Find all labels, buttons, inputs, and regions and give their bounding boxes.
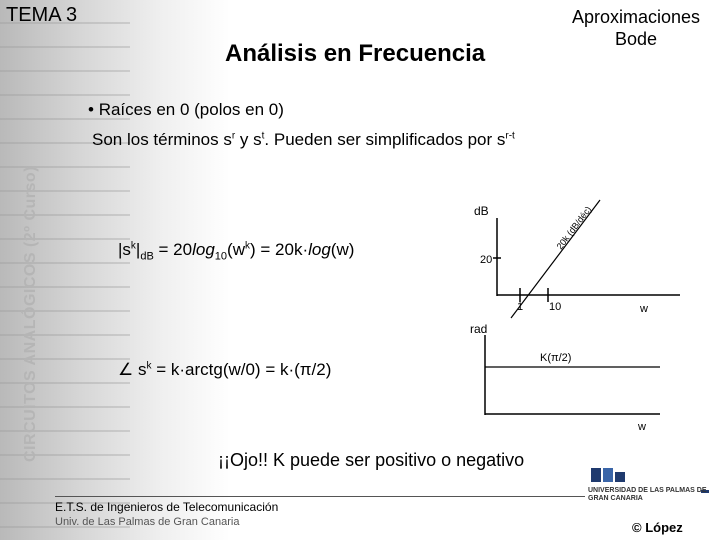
tema-label: TEMA 3 xyxy=(6,4,78,26)
logo-block-3 xyxy=(615,472,625,482)
line2-sup-rt: r-t xyxy=(505,130,515,142)
author-label: © López xyxy=(632,520,683,535)
pf-s: s xyxy=(133,360,147,379)
phase-x-label: w xyxy=(638,421,646,433)
section-title: Análisis en Frecuencia xyxy=(225,40,486,67)
line2-pre: Son los términos s xyxy=(92,130,232,149)
pf-angle: ∠ xyxy=(118,360,134,379)
aproximaciones-line2: Bode xyxy=(614,29,658,49)
vertical-course-label: CIRCUITOS ANALÓGICOS (2º Curso) xyxy=(22,165,39,462)
phase-level-label: K(π/2) xyxy=(540,352,572,364)
mf-lhs-close: | xyxy=(135,240,141,259)
magnitude-x-tick-10: 10 xyxy=(549,301,562,313)
bullet-mark: • xyxy=(88,100,94,119)
mf-rhs-log-sub: 10 xyxy=(214,250,228,263)
line2-sup-r: r xyxy=(231,130,236,142)
mf-rhs-log: log xyxy=(192,240,215,259)
magnitude-y-label: dB xyxy=(474,204,489,218)
warning-text: ¡¡Ojo!! K puede ser positivo o negativo xyxy=(218,450,525,470)
footer-university: Univ. de Las Palmas de Gran Canaria xyxy=(55,516,240,528)
pf-rhs: = k·arctg(w/0) = k·(π/2) xyxy=(151,360,332,379)
mf-lhs-open: |s xyxy=(118,240,131,259)
mf-rhs-post: ) = 20k· xyxy=(250,240,309,259)
mf-rhs-end: (w) xyxy=(330,240,355,259)
line2-mid: y s xyxy=(235,130,262,149)
phase-plot-group xyxy=(470,322,660,433)
mf-rhs-log2: log xyxy=(308,240,331,259)
magnitude-x-label: w xyxy=(640,303,648,315)
footer-divider xyxy=(55,496,585,497)
mf-lhs-sup: k xyxy=(130,240,136,252)
mf-rhs-w-sup: k xyxy=(245,240,250,252)
mf-rhs-pre: = 20 xyxy=(153,240,193,259)
footer-school: E.T.S. de Ingenieros de Telecomunicación xyxy=(55,500,279,514)
line2-post: . Pueden ser simplificados por s xyxy=(264,130,506,149)
logo-block-1 xyxy=(591,468,601,482)
pf-s-sup: k xyxy=(146,360,152,372)
magnitude-slope-label: 20k (dB/déc) xyxy=(554,204,594,252)
bullet-text: Raíces en 0 (polos en 0) xyxy=(98,100,284,119)
magnitude-y-tick-20: 20 xyxy=(480,254,493,266)
mf-rhs-mid: (w xyxy=(227,240,245,259)
line2-sup-t: t xyxy=(261,130,265,142)
phase-y-label: rad xyxy=(470,322,488,336)
aproximaciones-line1: Aproximaciones xyxy=(571,7,701,27)
logo-block-2 xyxy=(603,468,613,482)
mf-lhs-sub: dB xyxy=(140,250,154,263)
magnitude-x-tick-1: 1 xyxy=(517,301,524,313)
logo-text: UNIVERSIDAD DE LAS PALMAS DE GRAN CANARIA xyxy=(588,487,707,502)
